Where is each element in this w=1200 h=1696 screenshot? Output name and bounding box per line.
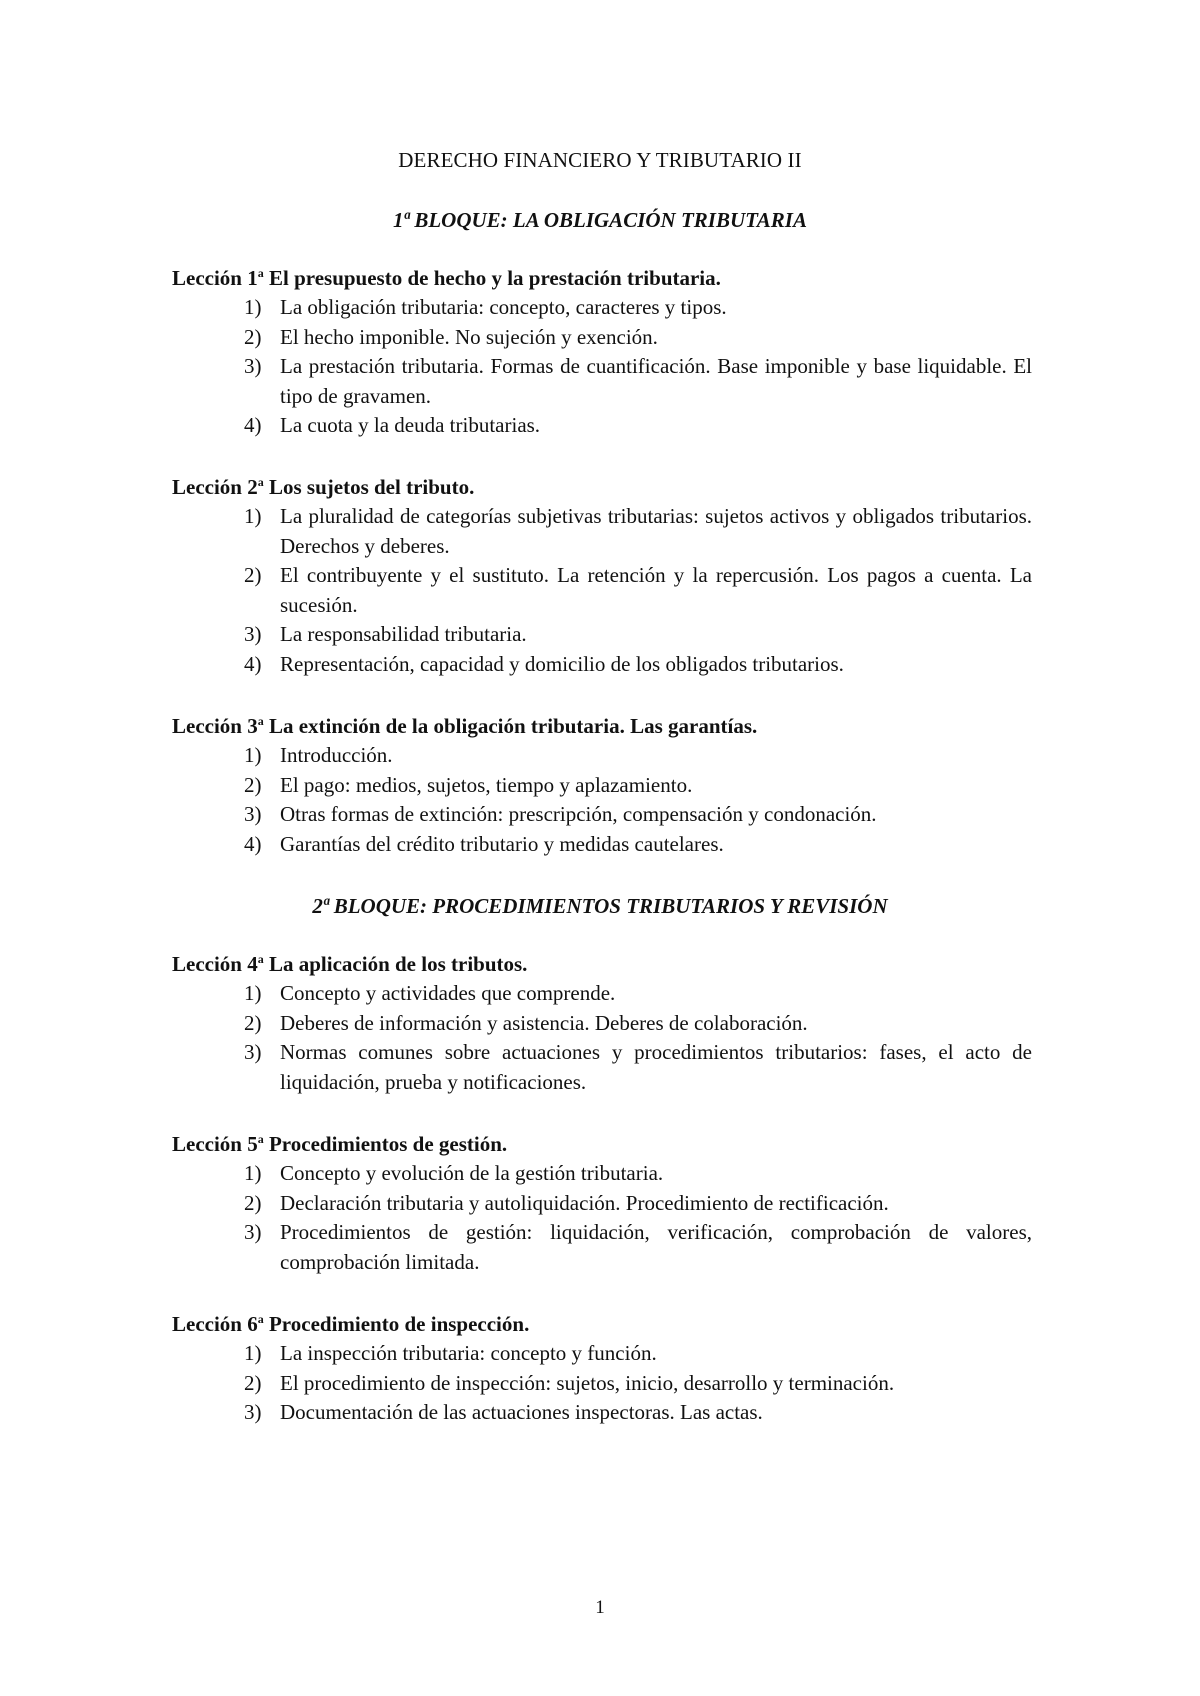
list-item: 3) Documentación de las actuaciones inspectoras. Las actas.: [244, 1400, 763, 1424]
lesson-title: Lección 3$^a$ La extinción de la obligación tributaria. Las garantías.: [172, 714, 758, 738]
topic-list: [172, 1339, 1032, 1428]
list-item: 2) El pago: medios, sujetos, tiempo y aplazamiento.: [244, 772, 693, 797]
lesson-5: [172, 1130, 1032, 1277]
lesson-title: Lección 5$^a$ Procedimientos de gestión.: [172, 1132, 508, 1156]
list-item: 1) La inspección tributaria: concepto y función.: [244, 1341, 657, 1365]
lesson-title: Lección 1$^a$ El presupuesto de hecho y la prestación tributaria.: [172, 266, 721, 290]
lesson-2: [172, 473, 1032, 679]
topic-list: [172, 502, 1032, 679]
list-item: 3) La responsabilidad tributaria.: [244, 622, 527, 646]
list-item: 1) Introducción.: [244, 743, 393, 767]
list-item: 4) Representación, capacidad y domicilio de los obligados tributarios.: [244, 651, 844, 676]
list-item: 1) Concepto y evolución de la gestión tributaria.: [244, 1161, 664, 1185]
list-item: 1) La pluralidad de categorías subjetivas tributarias: sujetos activos y obligados tributarios. Derechos y deberes.: [244, 504, 1032, 558]
topic-list: [172, 979, 1032, 1097]
document-title: DERECHO FINANCIERO Y TRIBUTARIO II: [398, 148, 802, 172]
list-item: 1) Concepto y actividades que comprende.: [244, 981, 616, 1005]
lesson-title: Lección 6$^a$ Procedimiento de inspección.: [172, 1312, 530, 1336]
lesson-title: Lección 2$^a$ Los sujetos del tributo.: [172, 475, 475, 499]
lesson-6: [172, 1310, 1032, 1428]
list-item: 2) El procedimiento de inspección: sujetos, inicio, desarrollo y terminación.: [244, 1370, 895, 1395]
block-title-1: 1ª BLOQUE: LA OBLIGACIÓN TRIBUTARIA: [393, 208, 807, 232]
list-item: 2) El contribuyente y el sustituto. La retención y la repercusión. Los pagos a cuenta. La sucesión.: [244, 563, 1032, 617]
lesson-4: [172, 950, 1032, 1097]
list-item: 3) La prestación tributaria. Formas de cuantificación. Base imponible y base liquidable. El tipo de gravamen.: [244, 354, 1032, 408]
lesson-title: Lección 4$^a$ La aplicación de los tributos.: [172, 952, 528, 976]
list-item: 2) Declaración tributaria y autoliquidación. Procedimiento de rectificación.: [244, 1190, 889, 1215]
lesson-1: [172, 264, 1032, 441]
list-item: 3) Normas comunes sobre actuaciones y procedimientos tributarios: fases, el acto de liquidación, prueba y notificaciones.: [244, 1040, 1032, 1094]
list-item: 2) El hecho imponible. No sujeción y exención.: [244, 324, 658, 349]
list-item: 2) Deberes de información y asistencia. Deberes de colaboración.: [244, 1010, 808, 1035]
list-item: 3) Procedimientos de gestión: liquidación, verificación, comprobación de valores, comprobación limitada.: [244, 1220, 1032, 1274]
list-item: 4) La cuota y la deuda tributarias.: [244, 413, 541, 437]
list-item: 1) La obligación tributaria: concepto, caracteres y tipos.: [244, 295, 727, 319]
lesson-3: [172, 712, 1032, 859]
topic-list: [172, 741, 1032, 859]
list-item: 3) Otras formas de extinción: prescripción, compensación y condonación.: [244, 802, 877, 826]
page-number: 1: [595, 1597, 605, 1618]
topic-list: [172, 1159, 1032, 1277]
block-title-2: 2ª BLOQUE: PROCEDIMIENTOS TRIBUTARIOS Y REVISIÓN: [312, 894, 888, 918]
list-item: 4) Garantías del crédito tributario y medidas cautelares.: [244, 831, 724, 856]
topic-list: [172, 293, 1032, 441]
